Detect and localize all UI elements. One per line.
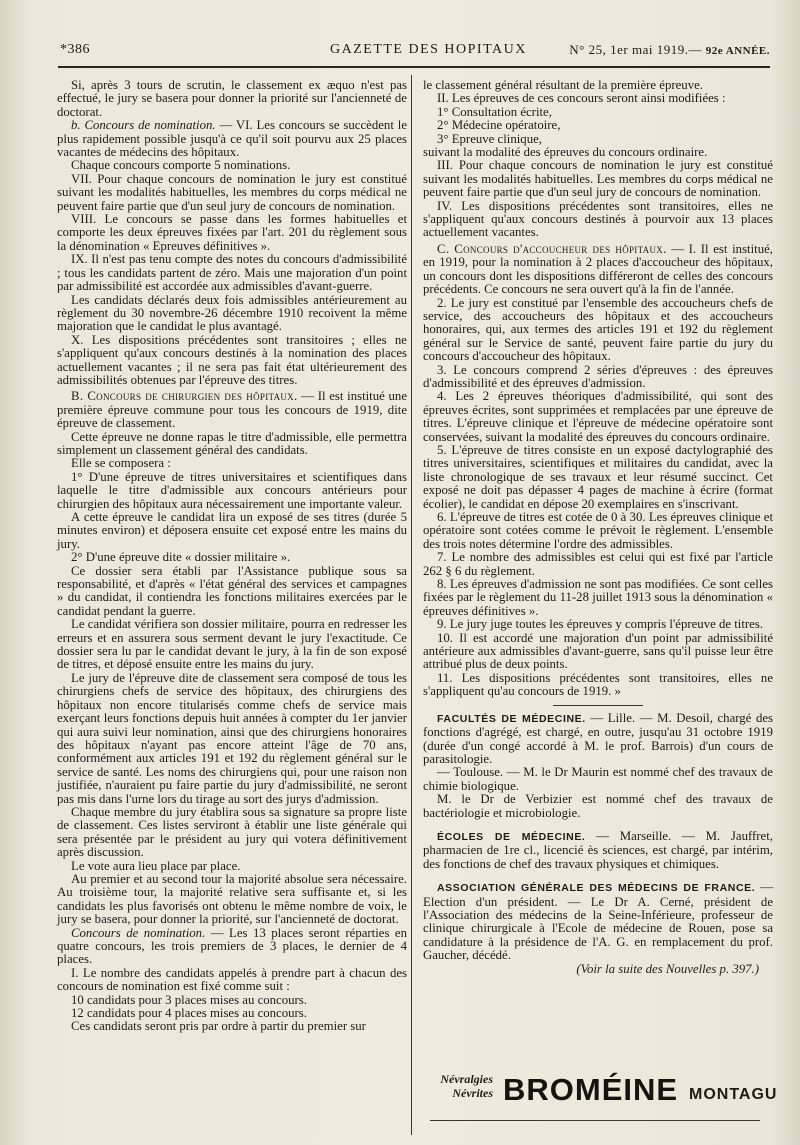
paragraph-text: — VI. Les concours se succèdent le plus rapidement possible jusqu'à ce qu'il soit pourvu aux 25 places vacantes de médecins des hôpitaux. <box>57 118 407 160</box>
paragraph: Chaque membre du jury établira sous sa signature sa propre liste de classement. Ces listes serviront à établir une liste générale qui sera présentée par le président au jury qui votera définitivement après discussion. <box>57 804 407 860</box>
paragraph: 7. Le nombre des admissibles est celui qui est fixé par l'article 262 § 6 du règlement. <box>423 550 773 578</box>
paragraph: Les candidats déclarés deux fois admissibles antérieurement au règlement du 30 novembre-26 décembre 1910 recoivent la même majoration que le candidat le plus avantagé. <box>57 292 407 334</box>
news-item-association <box>423 881 773 962</box>
paragraph: 2° D'une épreuve dite « dossier militaire ». <box>71 550 291 565</box>
paragraph: I. Le nombre des candidats appelés à prendre part à chacun des concours de nomination est fixé comme suit : <box>57 965 407 994</box>
list-item: 3° Epreuve clinique, <box>437 131 542 146</box>
paragraph: 8. Les épreuves d'admission ne sont pas modifiées. Ce sont celles fixées par le règlement du 11-28 juillet 1913 sous la dénomination « épreuves définitives ». <box>423 577 773 618</box>
issue-year: 92e ANNÉE. <box>705 45 770 57</box>
ad-maker-name: MONTAGU <box>689 1086 778 1103</box>
paragraph: 12 candidats pour 4 places mises au concours. <box>71 1006 307 1021</box>
page-header <box>60 42 770 62</box>
paragraph: Cette épreuve ne donne rapas le titre d'admissible, elle permettra simplement un classement général des candidats. <box>57 429 407 457</box>
list-item: 2° Médecine opératoire, <box>437 118 561 133</box>
paragraph: Le vote aura lieu place par place. <box>71 858 241 873</box>
news-item-schools <box>423 830 773 871</box>
paragraph: Ces candidats seront pris par ordre à partir du premier sur <box>71 1019 366 1034</box>
paragraph: Si, après 3 tours de scrutin, le classement ex æquo n'est pas effectué, le jury se basera pour donner la priorité sur l'ancienneté de doctorat. <box>57 78 407 119</box>
paragraph: 1° D'une épreuve de titres universitaires et scientifiques dans laquelle le titre d'admissible aux concours antérieurs pour chirurgien des hôpitaux aura nécessairement une importante valeur. <box>57 469 407 511</box>
news-item-faculties <box>423 712 773 767</box>
paragraph: IX. Il n'est pas tenu compte des notes du concours d'admissibilité ; tous les candidats partent de zéro. Mais une majoration d'un point par admissibilité est accordée aux admissibles d'avant-guerre. <box>57 252 407 294</box>
ad-indications <box>423 1072 493 1100</box>
section-label: B. Concours de chirurgien des hôpitaux. <box>71 389 298 404</box>
paragraph: X. Les dispositions précédentes sont transitoires ; elles ne s'appliquent qu'aux concours destinés à la nomination des places actuellement vacantes ; il ne sera pas fait état ultérieurement des admissibilités obtenues par l'épreuve des titres. <box>57 332 407 387</box>
paragraph: 10 candidats pour 3 places mises au concours. <box>71 992 307 1007</box>
section-label: C. Concours d'accoucheur des hôpitaux. <box>437 241 667 256</box>
left-column <box>57 79 407 1034</box>
paragraph: III. Pour chaque concours de nomination le jury est constitué suivant les modalités habituelles. Les membres du corps médical ne peuvent faire partie que d'un seul jury de concours de nomination. <box>423 158 773 200</box>
paragraph: 9. Le jury juge toutes les épreuves y compris l'épreuve de titres. <box>437 617 764 632</box>
paragraph: A cette épreuve le candidat lira un exposé de ses titres (durée 5 minutes environ) et déposera ensuite cet exposé entre les mains du jury. <box>57 510 407 551</box>
bottom-rule <box>430 1120 760 1121</box>
paragraph <box>423 243 773 297</box>
paragraph: M. le Dr de Verbizier est nommé chef des travaux de bactériologie et microbiologie. <box>423 792 773 820</box>
section-heading: ASSOCIATION GÉNÉRALE DES MÉDECINS DE FRANCE. <box>437 882 756 895</box>
paragraph: Ce dossier sera établi par l'Assistance publique sous sa responsabilité, et d'après « l'état général des services et campagnes » du candidat, il contiendra les fonctions militaires exercées par le candidat pendant la guerre. <box>57 563 407 618</box>
header-rule <box>58 66 770 68</box>
paragraph: suivant la modalité des épreuves du concours ordinaire. <box>423 145 708 160</box>
paragraph: 11. Les dispositions précédentes sont transitoires, elles ne s'appliquent qu'au concours de 1919. » <box>423 670 773 699</box>
list-item: 1° Consultation écrite, <box>437 104 552 119</box>
paragraph: Elle se composera : <box>71 456 171 471</box>
paragraph: le classement général résultant de la première épreuve. <box>423 78 703 92</box>
paragraph: — Toulouse. — M. le Dr Maurin est nommé chef des travaux de chimie biologique. <box>423 765 773 793</box>
advertisement-bromeine <box>423 1066 778 1116</box>
right-column <box>423 79 773 976</box>
paragraph-text: — Il est institué une première épreuve commune pour tous les concours de 1919, dite épreuve de classement. <box>57 389 407 431</box>
paragraph-text: — Les 13 places seront réparties en quatre concours, les trois premiers de 3 places, le dernier de 4 places. <box>57 925 407 967</box>
paragraph: 5. L'épreuve de titres consiste en un exposé dactylographié des titres universitaires, scientifiques et militaires du candidat, avec la liste chronologique de ses travaux et leur résumé succinct. Cet exposé ne doit pas dépasser 4 pages de machine à écrire (format écolier), le candidat en dépose 20 exemplaires en s'inscrivant. <box>423 442 773 511</box>
paragraph-text: — Marseille. — M. Jauffret, pharmacien de 1re cl., licencié ès sciences, est chargé, par intérim, des fonctions de chef des travaux physiques et chimiques. <box>423 828 773 871</box>
paragraph: II. Les épreuves de ces concours seront ainsi modifiées : <box>437 91 726 106</box>
paragraph: Le jury de l'épreuve dite de classement sera composé de tous les chirurgiens chefs de service des hôpitaux, des chirurgiens des hôpitaux non encore titularisés comme chefs de service mais exerçant leurs fonctions depuis huit années à compter du 1er janvier qui aura suivi leur nomination, ainsi que des chirurgiens honoraires des hôpitaux n'ayant pas encore atteint l'âge de 70 ans, conformément aux articles 191 et 192 du règlement général sur le service de santé. Les noms des chirurgiens qui, pour une raison non justifiée, n'auraient pu faire partie du jury d'admissibilité, ne seront pas mis dans l'urne lors du tirage au sort des jurys d'admission. <box>57 670 407 806</box>
paragraph: VIII. Le concours se passe dans les formes habituelles et comporte les deux épreuves fixées par l'art. 201 du règlement sous la dénomination « Epreuves définitives ». <box>57 212 407 253</box>
paragraph <box>57 119 407 159</box>
column-divider <box>411 75 412 1135</box>
ad-brand-name: BROMÉINE <box>503 1072 679 1107</box>
paragraph-text: — Lille. — M. Desoil, chargé des fonctions d'agrégé, est chargé, en outre, jusqu'au 31 octobre 1919 (durée d'un congé accordé à M. le prof. Barrois) d'un cours de parasitologie. <box>423 710 774 766</box>
paragraph <box>57 390 407 430</box>
ad-indication-line: Névralgies <box>440 1072 493 1086</box>
paragraph: 2. Le jury est constitué par l'ensemble des accoucheurs chefs de service, des accoucheurs des hôpitaux et des accoucheurs honoraires, qui, aux termes des articles 191 et 192 du règlement général sur le Service de santé, peuvent faire partie du jury du concours d'accoucheur des hôpitaux. <box>423 295 773 364</box>
spacer <box>423 871 773 881</box>
paragraph: 6. L'épreuve de titres est cotée de 0 à 30. Les épreuves clinique et opératoire sont cotées comme le prévoit le règlement. L'ensemble des trois notes détermine l'ordre des admissibles. <box>423 510 773 551</box>
paragraph-text: — I. Il est institué, en 1919, pour la nomination à 2 places d'accoucheur des hôpitaux, un concours dont les dispositions différeront de celles des concours précédents. Ce concours ne sera ouvert qu'à la fin de l'année. <box>423 241 773 297</box>
page-number: *386 <box>60 42 90 57</box>
section-label: b. Concours de nomination. <box>71 118 216 133</box>
paragraph-text: — Election d'un président. — Le Dr A. Cerné, président de l'Association des médecins de la Seine-Inférieure, professeur de clinique chirurgicale à l'Ecole de médecine de Rouen, pose sa candidature à la présidence de l'A. G. en remplacement du prof. Gaucher, décédé. <box>423 880 774 963</box>
issue-date <box>569 42 770 58</box>
paragraph: Au premier et au second tour la majorité absolue sera nécessaire. Au troisième tour, la majorité relative sera suffisante et, si les candidats les plus favorisés ont obtenu le même nombre de voix, le jury se basera, pour donner la priorité, sur l'ancienneté de doctorat. <box>57 871 407 927</box>
issue-number-date: N° 25, 1er mai 1919.— <box>569 42 702 57</box>
paragraph: VII. Pour chaque concours de nomination le jury est constitué suivant les modalités habituelles, les membres du corps médical ne peuvent faire partie que d'un seul jury de concours de nomination. <box>57 171 407 213</box>
publication-title: GAZETTE DES HOPITAUX <box>330 42 527 57</box>
paragraph: 10. Il est accordé une majoration d'un point par admissibilité antérieure aux admissibles d'avant-guerre, sans qu'il puisse leur être attribué plus de deux points. <box>423 630 773 672</box>
section-heading: FACULTÉS DE MÉDECINE. <box>437 712 586 725</box>
section-label: Concours de nomination. <box>71 925 206 940</box>
paragraph: Chaque concours comporte 5 nominations. <box>71 158 291 173</box>
paragraph <box>57 927 407 967</box>
paragraph: 4. Les 2 épreuves théoriques d'admissibilité, qui sont des épreuves écrites, sont supprimées et remplacées par une épreuve de titres. L'épreuve clinique et l'épreuve de médecine opératoire sont conservées, suivant la modalité des épreuves du concours ordinaire. <box>423 389 773 444</box>
section-heading: ÉCOLES DE MÉDECINE. <box>437 830 586 843</box>
continued-note: (Voir la suite des Nouvelles p. 397.) <box>576 961 759 976</box>
paragraph: IV. Les dispositions précédentes sont transitoires, elles ne s'appliquent qu'aux concours destinés à pourvoir aux 13 places actuellement vacantes. <box>423 198 773 240</box>
section-rule <box>553 705 643 706</box>
paragraph: Le candidat vérifiera son dossier militaire, pourra en redresser les erreurs et en assurera sous serment devant le jury l'exactitude. Ce dossier sera lu par le candidat devant le jury, à la fin de son exposé de titres, et déposé ensuite entre les mains du jury. <box>57 617 407 672</box>
ad-indication-line: Névrites <box>452 1086 493 1100</box>
paragraph: 3. Le concours comprend 2 séries d'épreuves : des épreuves d'admissibilité et des épreuves d'admission. <box>423 362 773 390</box>
